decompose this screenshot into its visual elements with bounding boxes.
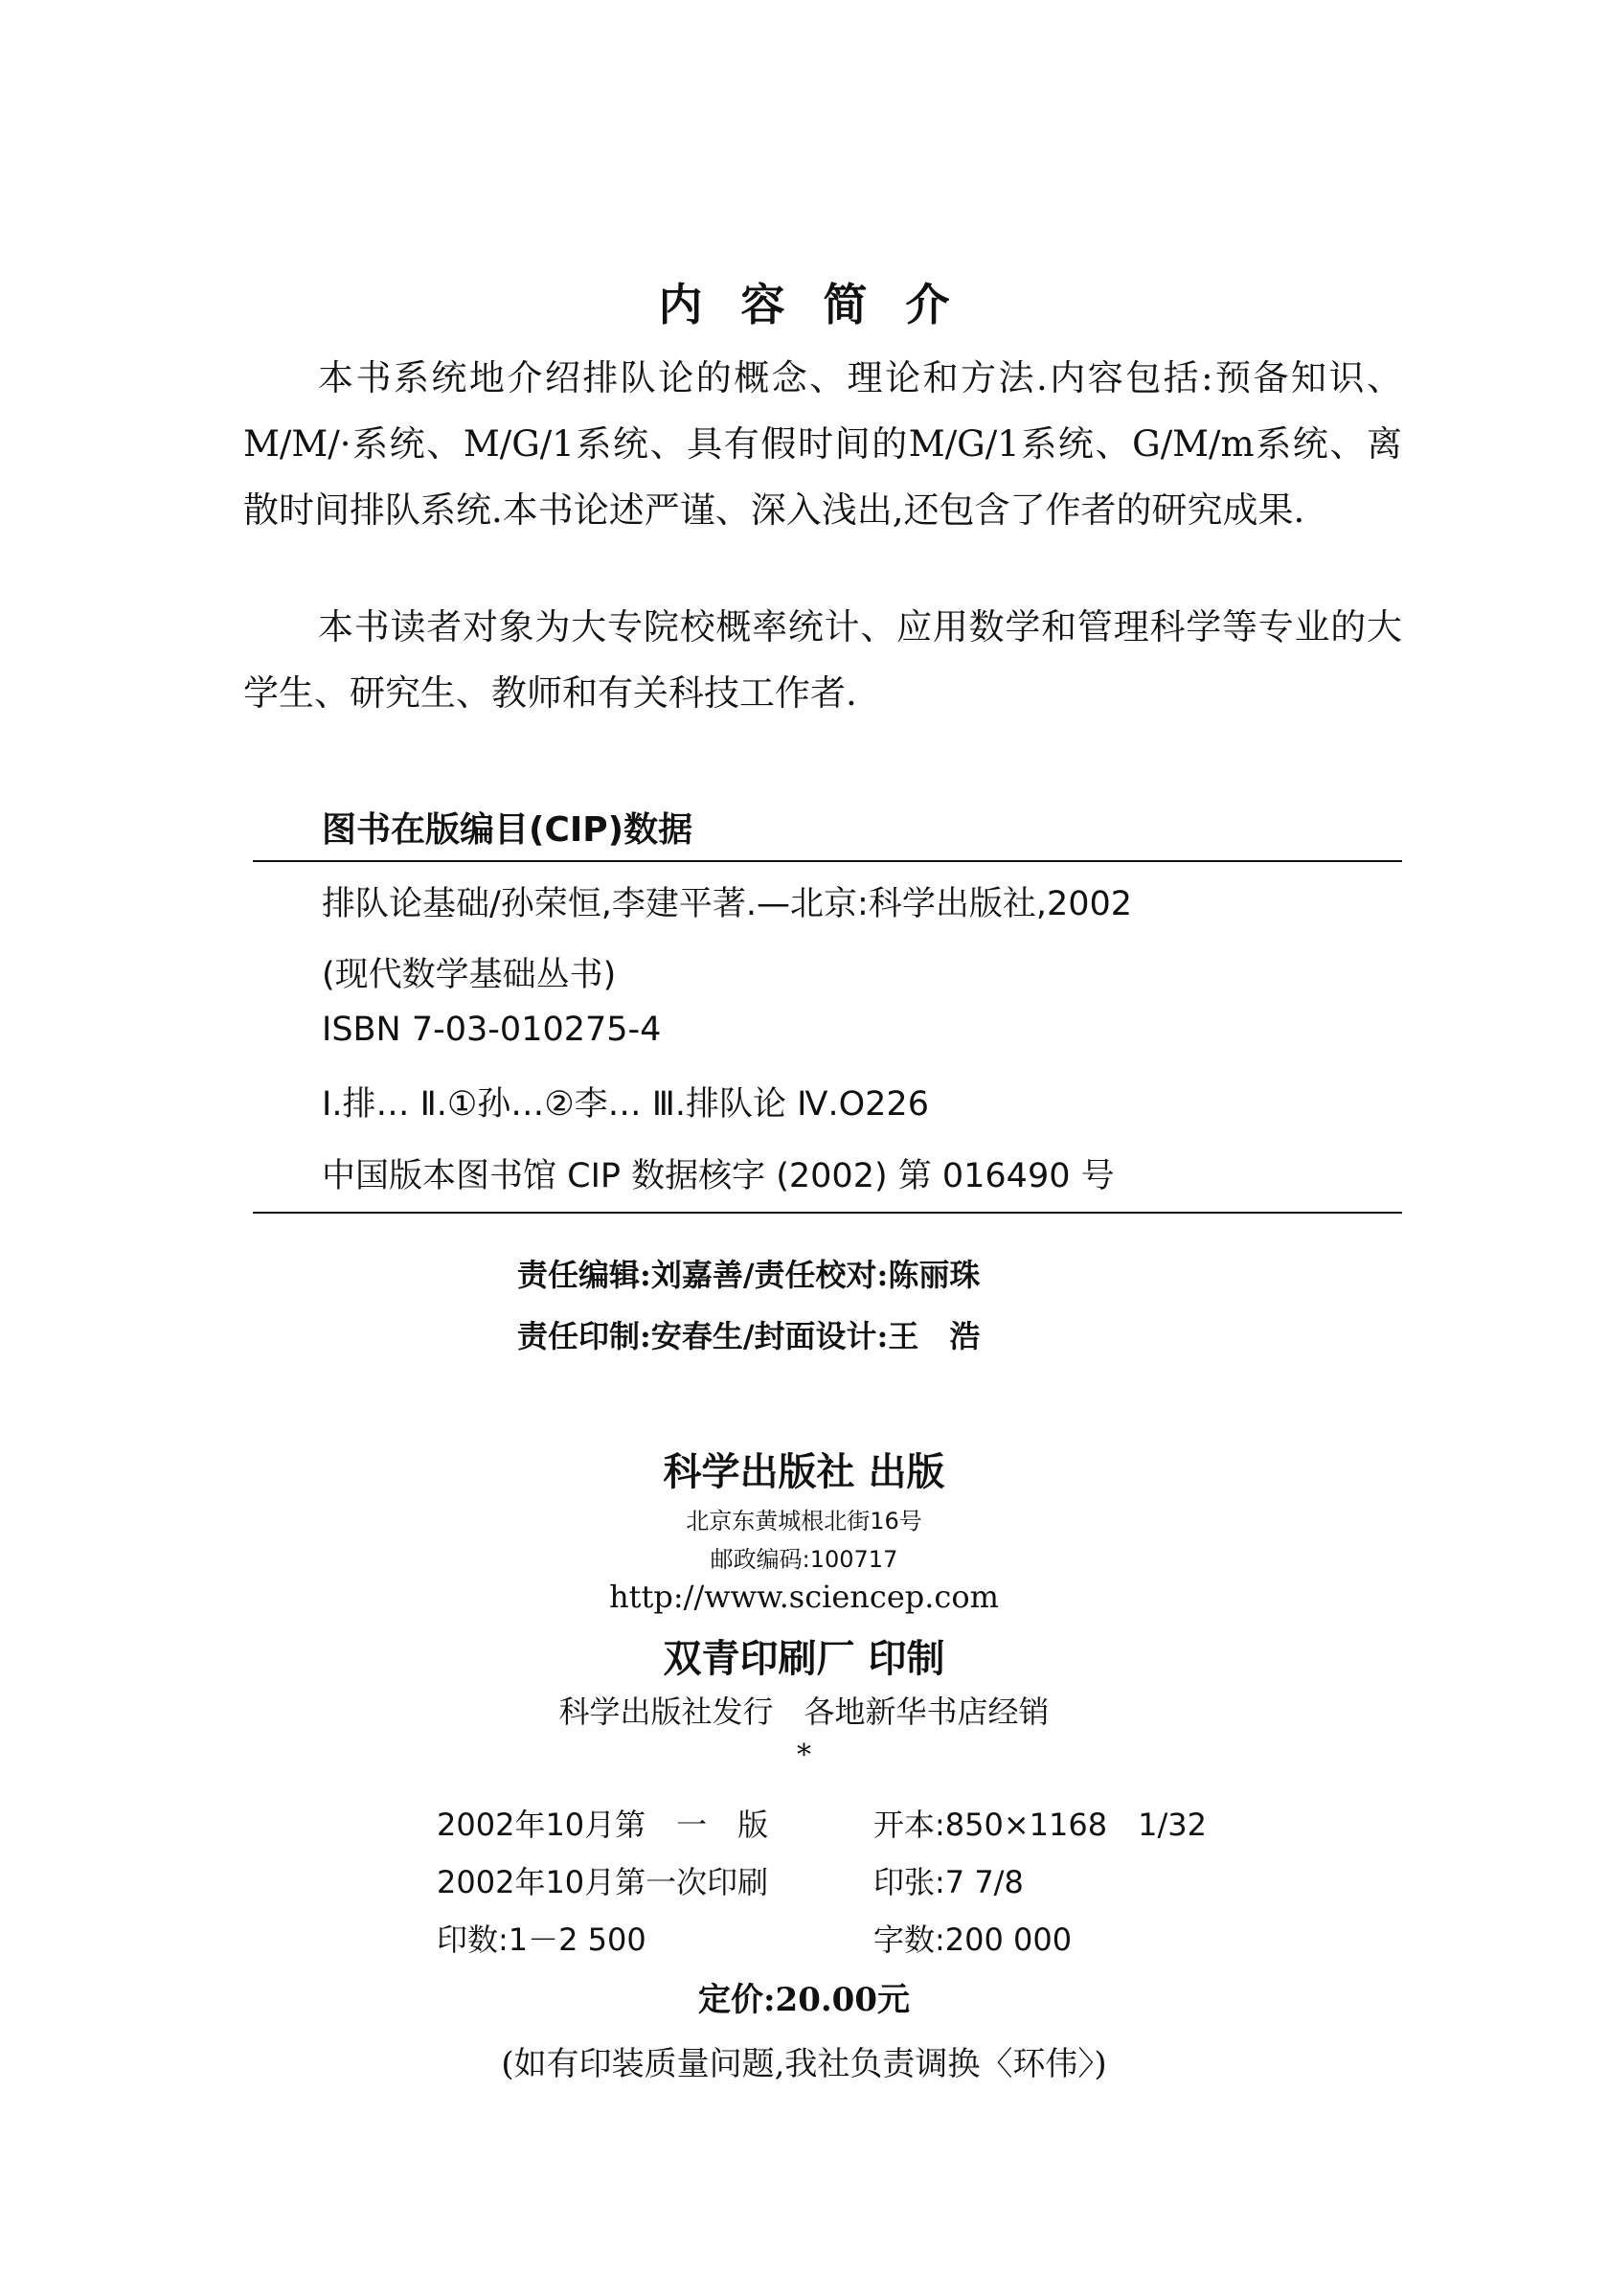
copies-info: 印数:1－2 500: [437, 1921, 646, 1958]
editor-credits: 责任编辑:刘嘉善/责任校对:陈丽珠: [517, 1257, 981, 1293]
cip-isbn-line: ISBN 7-03-010275-4: [322, 1011, 662, 1049]
separator-asterisk: *: [797, 1739, 811, 1772]
price: 定价:20.00元: [697, 1981, 911, 2019]
cip-bottom-rule: [253, 1212, 1402, 1214]
sheets-info: 印张:7 7/8: [873, 1864, 1024, 1900]
printing-info: 2002年10月第一次印刷: [437, 1864, 769, 1900]
summary-paragraph-2-text: 本书读者对象为大专院校概率统计、应用数学和管理科学等专业的大学生、研究生、教师和有关科技工作者.: [243, 606, 1402, 714]
quality-note: (如有印装质量问题,我社负责调换〈环伟〉): [501, 2045, 1107, 2083]
printer-name: 双青印刷厂 印制: [663, 1636, 945, 1681]
cip-record-number-line: 中国版本图书馆 CIP 数据核字 (2002) 第 016490 号: [322, 1157, 1115, 1195]
distribution-line: 科学出版社发行 各地新华书店经销: [558, 1694, 1050, 1730]
publisher-url: http://www.sciencep.com: [609, 1579, 999, 1615]
cip-top-rule: [253, 860, 1402, 862]
edition-info: 2002年10月第 一 版: [437, 1807, 769, 1843]
cip-classification-line: Ⅰ.排… Ⅱ.①孙…②李… Ⅲ.排队论 Ⅳ.O226: [322, 1085, 929, 1124]
summary-paragraph-1: [243, 345, 1402, 543]
publisher-name: 科学出版社 出版: [663, 1449, 945, 1494]
cip-title-line: 排队论基础/孙荣恒,李建平著.—北京:科学出版社,2002: [322, 885, 1133, 923]
format-info: 开本:850×1168 1/32: [873, 1807, 1207, 1843]
production-credits: 责任印制:安春生/封面设计:王 浩: [517, 1318, 981, 1354]
publisher-postcode: 邮政编码:100717: [710, 1546, 898, 1573]
word-count-info: 字数:200 000: [873, 1921, 1073, 1958]
summary-paragraph-1-text: 本书系统地介绍排队论的概念、理论和方法.内容包括:预备知识、M/M/·系统、M/G/1系统、具有假时间的M/G/1系统、G/M/m系统、离散时间排队系统.本书论述严谨、深入浅出,还包含了作者的研究成果.: [243, 357, 1402, 531]
summary-paragraph-2: [243, 594, 1402, 726]
page-title: 内容简介: [658, 279, 988, 330]
cip-series-line: (现代数学基础丛书): [322, 956, 617, 994]
publisher-address: 北京东黄城根北街16号: [686, 1508, 922, 1534]
cip-heading: 图书在版编目(CIP)数据: [322, 810, 693, 850]
